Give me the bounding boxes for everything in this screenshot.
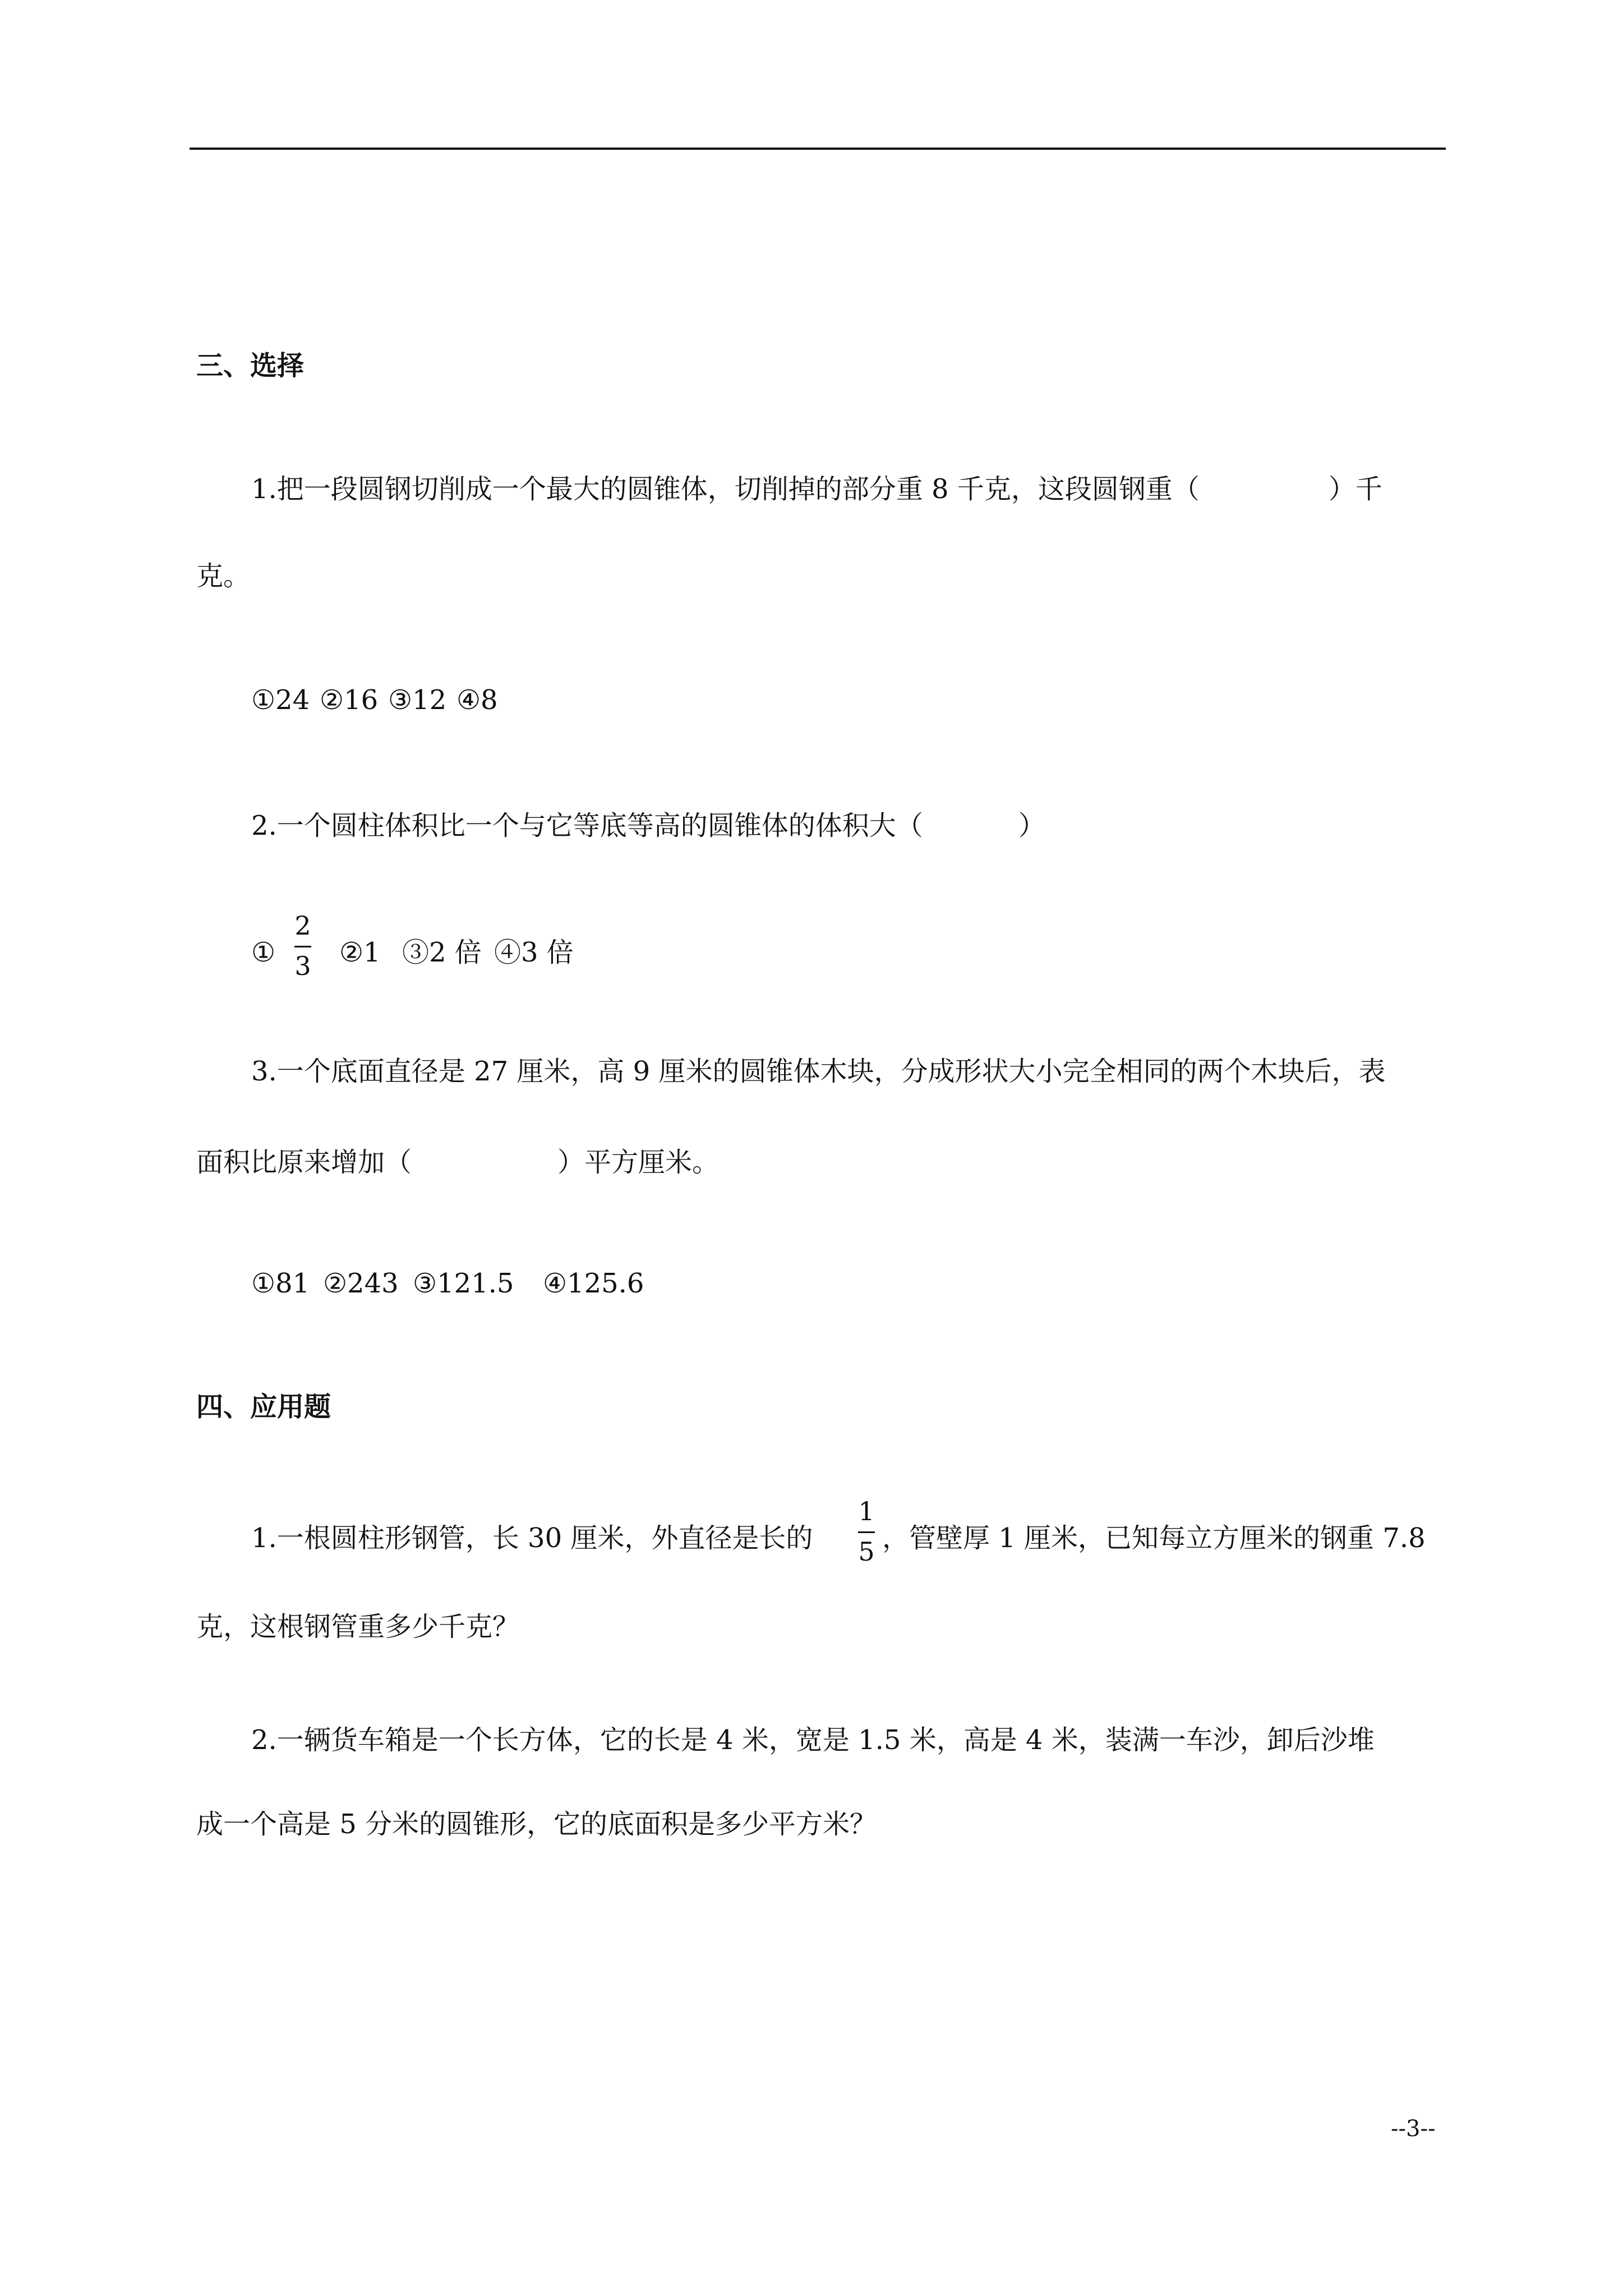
problem-2-line-2: 成一个高是 5 分米的圆锥形，它的底面积是多少平方米？ (196, 1809, 877, 1840)
fraction-denominator: 5 (858, 1536, 875, 1567)
section-4-heading: 四、应用题 (196, 1391, 331, 1423)
fraction-bar (294, 946, 311, 947)
question-2-option-1-prefix: ① (251, 937, 276, 968)
page-number: --3-- (1391, 2116, 1436, 2142)
question-2-options-rest (339, 936, 574, 969)
option: ④8 (457, 684, 498, 716)
option: ②1 (339, 937, 381, 968)
problem-1-text-start: 1.一根圆柱形钢管，长 30 厘米，外直径是长的 (251, 1522, 813, 1554)
question-1-options (251, 683, 498, 717)
question-1-text-end: ）千 (1328, 473, 1382, 505)
question-2-text: 2.一个圆柱体积比一个与它等底等高的圆锥体的体积大（ (251, 810, 923, 841)
question-1-text: 1.把一段圆钢切削成一个最大的圆锥体，切削掉的部分重 8 千克，这段圆钢重（ (251, 473, 1200, 505)
option: ③121.5 (413, 1268, 514, 1299)
problem-2-line-1: 2.一辆货车箱是一个长方体，它的长是 4 米，宽是 1.5 米，高是 4 米，装满一车沙，卸后沙堆 (251, 1724, 1375, 1756)
question-3-line-2 (196, 1145, 719, 1179)
option: ④3 倍 (494, 937, 574, 968)
question-3-text-end: ）平方厘米。 (557, 1147, 720, 1178)
section-3-heading: 三、选择 (196, 350, 305, 381)
option: ③2 倍 (402, 937, 482, 968)
option: ④125.6 (543, 1268, 644, 1299)
header-rule (190, 148, 1446, 150)
option: ②243 (323, 1268, 399, 1299)
question-1-line-1 (251, 472, 1382, 506)
fraction-numerator: 1 (858, 1496, 875, 1526)
question-3-text: 面积比原来增加（ (196, 1147, 412, 1178)
fraction-two-thirds (292, 909, 314, 984)
question-3-line-1: 3.一个底面直径是 27 厘米，高 9 厘米的圆锥体木块，分成形状大小完全相同的两个木块后，表 (251, 1056, 1386, 1087)
problem-1-text-end: ，管壁厚 1 厘米，已知每立方厘米的钢重 7.8 (882, 1522, 1426, 1554)
fraction-denominator: 3 (294, 951, 311, 981)
option: ①24 (251, 684, 310, 716)
question-3-options (251, 1267, 644, 1300)
option: ②16 (320, 684, 379, 716)
question-1-line-2: 克。 (196, 560, 251, 592)
fraction-one-fifth (855, 1494, 878, 1570)
fraction-numerator: 2 (294, 910, 311, 941)
fraction-bar (858, 1531, 875, 1533)
option: ③12 (388, 684, 447, 716)
question-2-text-end: ） (1018, 810, 1045, 841)
question-2-line (251, 809, 1045, 843)
option: ①81 (251, 1268, 310, 1299)
problem-1-line-2: 克，这根钢管重多少千克？ (196, 1611, 520, 1642)
